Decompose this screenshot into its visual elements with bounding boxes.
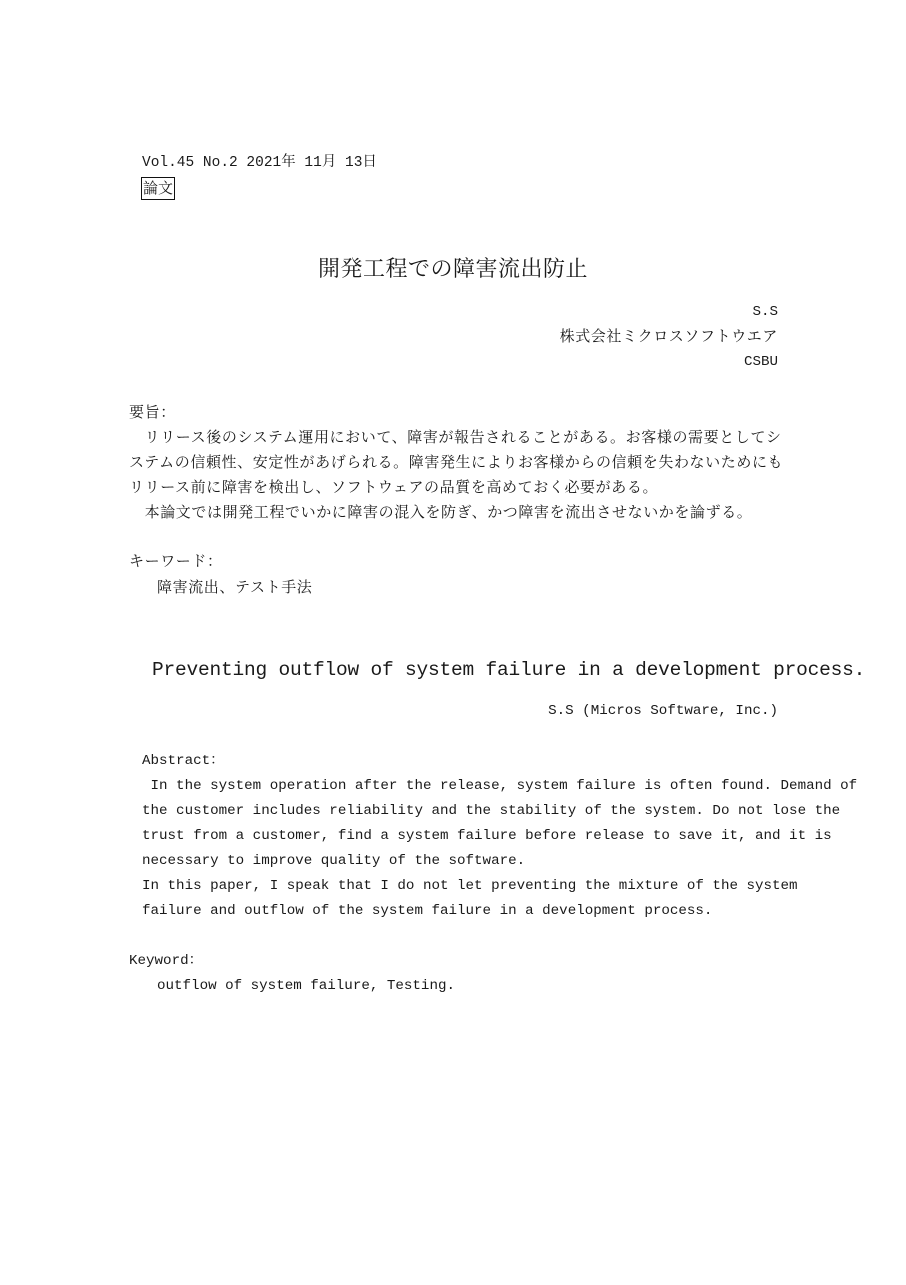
author-name: S.S — [752, 304, 778, 320]
abstract-jp-label: 要旨： — [129, 403, 176, 421]
author-company: 株式会社ミクロスソフトウエア — [559, 327, 778, 345]
abstract-en-line: failure and outflow of the system failure in a development process. — [142, 903, 713, 919]
abstract-en-line: trust from a customer, find a system failure before release to save it, and it is — [142, 828, 832, 844]
author-department: CSBU — [743, 354, 778, 370]
author-en: S.S (Micros Software, Inc.) — [548, 703, 778, 719]
keywords-jp-value: 障害流出、テスト手法 — [157, 578, 313, 596]
abstract-jp-line: リリース前に障害を検出し、ソフトウェアの品質を高めておく必要がある。 — [129, 478, 659, 496]
category-label: 論文 — [141, 177, 175, 200]
abstract-jp-line: 本論文では開発工程でいかに障害の混入を防ぎ、かつ障害を流出させないかを論ずる。 — [129, 503, 753, 521]
abstract-en-label: Abstract： — [142, 753, 225, 769]
abstract-jp-line: ステムの信頼性、安定性があげられる。障害発生によりお客様からの信頼を失わないためにも — [129, 453, 784, 471]
page-title-en: Preventing outflow of system failure in a development process. — [152, 659, 866, 681]
abstract-en-line: necessary to improve quality of the software. — [142, 853, 526, 869]
abstract-en-line: In this paper, I speak that I do not let preventing the mixture of the system — [142, 878, 798, 894]
keywords-en-value: outflow of system failure, Testing. — [157, 978, 455, 994]
keywords-jp-label: キーワード： — [129, 552, 223, 570]
issue-info: Vol.45 No.2 2021年 11月 13日 — [142, 155, 377, 171]
abstract-en-line: the customer includes reliability and the stability of the system. Do not lose the — [142, 803, 841, 819]
abstract-en-line: In the system operation after the release, system failure is often found. Demand of — [142, 778, 858, 794]
page-title-jp: 開発工程での障害流出防止 — [317, 257, 588, 282]
keywords-en-label: Keyword： — [129, 953, 203, 969]
abstract-jp-line: リリース後のシステム運用において、障害が報告されることがある。お客様の需要としてシ — [129, 428, 782, 446]
